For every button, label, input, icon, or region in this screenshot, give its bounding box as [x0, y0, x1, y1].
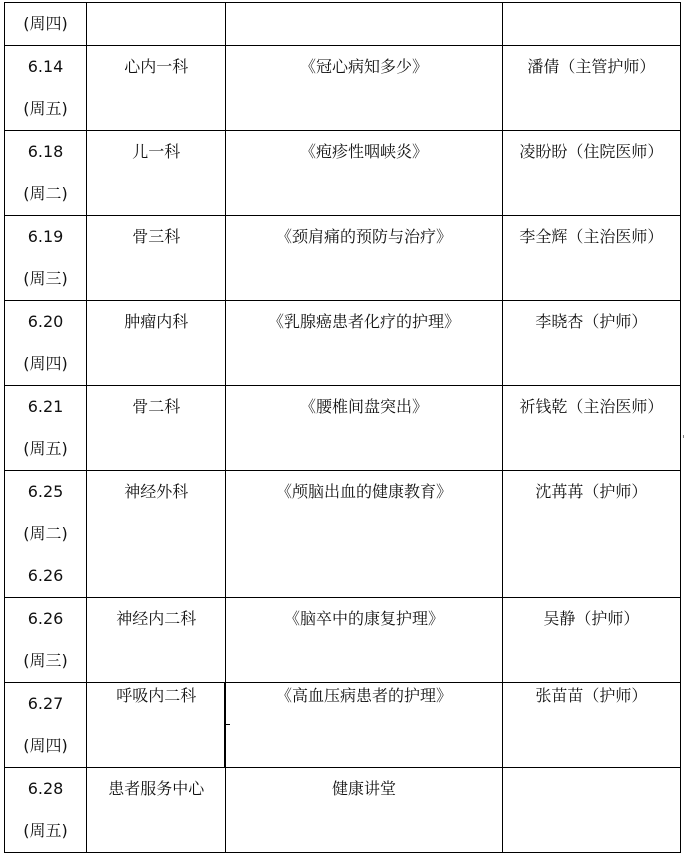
table-row	[5, 3, 681, 46]
date-weekday: (周五)	[23, 821, 68, 840]
department-name: 骨三科	[132, 227, 181, 246]
date-day: 6.14	[27, 57, 64, 76]
table-row	[5, 131, 681, 216]
date-weekday: (周五)	[23, 439, 68, 458]
date-cell	[5, 3, 87, 46]
date-day: 6.21	[27, 397, 64, 416]
date-weekday: (周四)	[23, 736, 68, 755]
speaker-cell	[502, 131, 680, 216]
lecture-topic: 《乳腺癌患者化疗的护理》	[268, 312, 461, 331]
department-name: 神经外科	[124, 482, 189, 501]
speaker-cell	[502, 471, 680, 598]
date-cell	[5, 683, 87, 768]
department-cell	[87, 386, 226, 471]
department-cell	[87, 471, 226, 598]
speaker-name: 张苗苗（护师）	[535, 686, 648, 705]
cell-divider-line	[224, 683, 225, 767]
department-cell	[87, 216, 226, 301]
topic-cell	[226, 216, 502, 301]
date-weekday: (周二)	[23, 524, 68, 543]
department-name: 呼吸内二科	[116, 686, 197, 705]
topic-cell	[226, 471, 502, 598]
table-row	[5, 471, 681, 598]
date-cell	[5, 471, 87, 598]
lecture-topic: 《腰椎间盘突出》	[300, 397, 429, 416]
lecture-topic: 《高血压病患者的护理》	[276, 686, 453, 705]
table-row	[5, 216, 681, 301]
speaker-name: 李晓杏（护师）	[535, 312, 648, 331]
date-weekday: (周四)	[23, 354, 68, 373]
topic-cell	[226, 46, 502, 131]
department-name: 神经内二科	[116, 609, 197, 628]
department-name: 患者服务中心	[108, 779, 205, 798]
divider-tick	[226, 724, 230, 725]
date-day: 6.25	[27, 482, 64, 501]
speaker-cell	[502, 3, 680, 46]
lecture-topic: 《冠心病知多少》	[300, 57, 429, 76]
speaker-cell	[502, 386, 680, 471]
date-cell	[5, 131, 87, 216]
date-cell	[5, 46, 87, 131]
date-day: 6.26	[27, 566, 64, 585]
date-cell	[5, 768, 87, 853]
department-cell	[87, 46, 226, 131]
topic-cell	[226, 301, 502, 386]
date-weekday: (周三)	[23, 269, 68, 288]
department-cell	[87, 131, 226, 216]
lecture-topic: 《颈肩痛的预防与治疗》	[276, 227, 453, 246]
speaker-cell	[502, 216, 680, 301]
department-cell	[87, 598, 226, 683]
speaker-name	[503, 768, 680, 810]
date-day: 6.27	[27, 694, 64, 713]
department-cell	[87, 301, 226, 386]
department-name: 儿一科	[132, 142, 181, 161]
department-name: 心内一科	[124, 57, 189, 76]
speaker-name: 沈苒苒（护师）	[535, 482, 648, 501]
department-cell	[87, 768, 226, 853]
table-row	[5, 386, 681, 471]
table-row	[5, 768, 681, 853]
speaker-name: 祈钱乾（主治医师）	[519, 397, 664, 416]
department-cell	[87, 683, 226, 768]
date-cell	[5, 216, 87, 301]
department-name: 肿瘤内科	[124, 312, 189, 331]
table-row	[5, 598, 681, 683]
date-cell	[5, 301, 87, 386]
date-day: 6.18	[27, 142, 64, 161]
speaker-cell	[502, 683, 680, 768]
date-day: 6.28	[27, 779, 64, 798]
date-cell	[5, 598, 87, 683]
topic-cell	[226, 683, 502, 768]
lecture-topic: 《颅脑出血的健康教育》	[276, 482, 453, 501]
topic-cell	[226, 386, 502, 471]
table-row	[5, 301, 681, 386]
topic-cell	[226, 131, 502, 216]
topic-cell	[226, 768, 502, 853]
speaker-name: 凌盼盼（住院医师）	[519, 142, 664, 161]
lecture-topic: 《疱疹性咽峡炎》	[300, 142, 429, 161]
speaker-cell	[502, 301, 680, 386]
topic-cell	[226, 598, 502, 683]
lecture-schedule-table	[4, 2, 681, 853]
department-name: 骨二科	[132, 397, 181, 416]
topic-cell	[226, 3, 502, 46]
speaker-name: 吴静（护师）	[543, 609, 640, 628]
date-day: 6.19	[27, 227, 64, 246]
speaker-name: 李全辉（主治医师）	[519, 227, 664, 246]
date-weekday: (周四)	[23, 14, 68, 33]
date-weekday: (周三)	[23, 651, 68, 670]
table-row	[5, 683, 681, 768]
lecture-topic: 健康讲堂	[332, 779, 397, 798]
speaker-cell	[502, 46, 680, 131]
speaker-name: 潘倩（主管护师）	[527, 57, 656, 76]
edge-artifact	[683, 435, 684, 438]
table-row	[5, 46, 681, 131]
date-day: 6.20	[27, 312, 64, 331]
speaker-cell	[502, 768, 680, 853]
date-day: 6.26	[27, 609, 64, 628]
date-cell	[5, 386, 87, 471]
date-weekday: (周五)	[23, 99, 68, 118]
speaker-cell	[502, 598, 680, 683]
department-cell	[87, 3, 226, 46]
lecture-topic: 《脑卒中的康复护理》	[284, 609, 445, 628]
date-weekday: (周二)	[23, 184, 68, 203]
